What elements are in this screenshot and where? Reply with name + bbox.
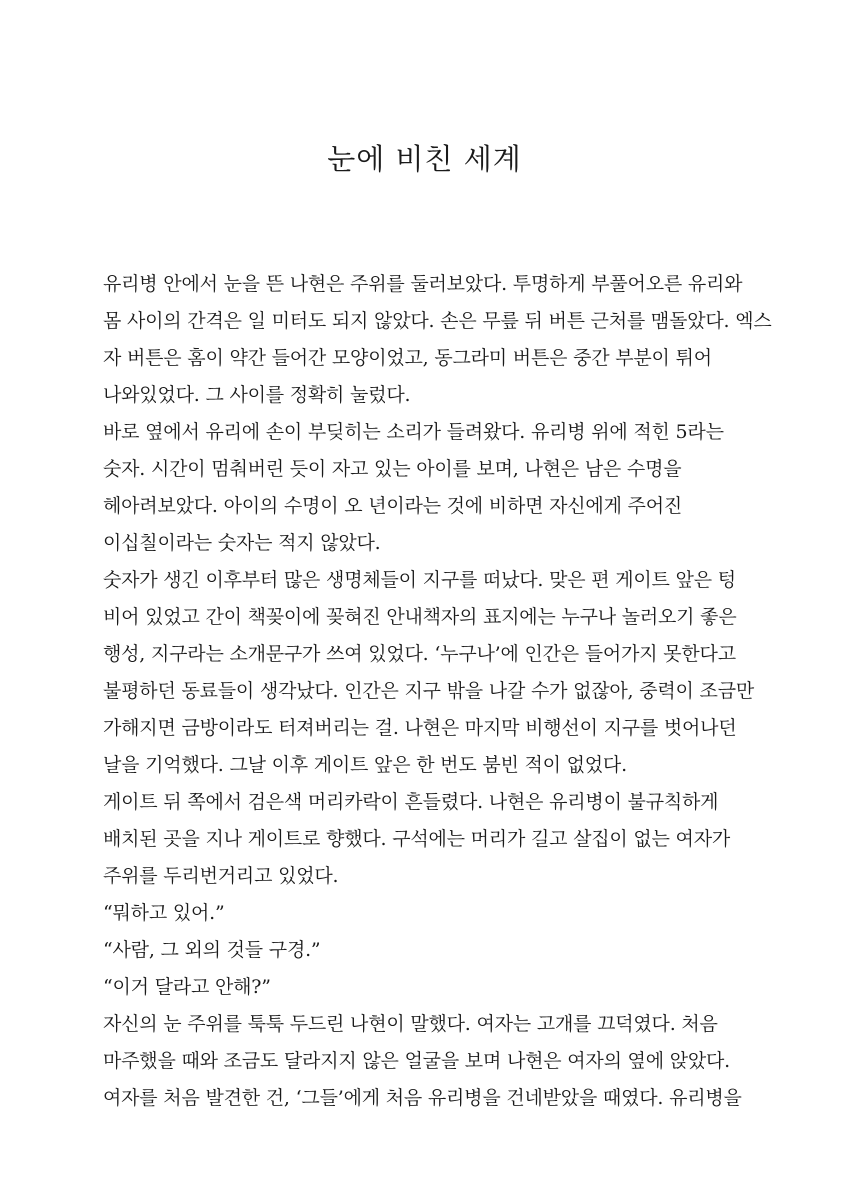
text-line: 자신의 눈 주위를 툭툭 두드린 나현이 말했다. 여자는 고개를 끄덕였다. 처음 <box>103 1013 718 1035</box>
body-text <box>103 266 772 1117</box>
text-line: 유리병 안에서 눈을 뜬 나현은 주위를 둘러보았다. 투명하게 부풀어오른 유리와 <box>103 273 743 295</box>
text-line: “이거 달라고 안해?” <box>103 976 271 998</box>
page-title: 눈에 비친 세계 <box>327 142 522 176</box>
text-line: 여자를 처음 발견한 건, ‘그들’에게 처음 유리병을 건네받았을 때였다. 유리병을 <box>103 1087 742 1109</box>
text-line: 마주했을 때와 조금도 달라지지 않은 얼굴을 보며 나현은 여자의 옆에 앉았다. <box>103 1050 731 1072</box>
text-line: 숫자가 생긴 이후부터 많은 생명체들이 지구를 떠났다. 맞은 편 게이트 앞은 텅 <box>103 569 736 591</box>
text-line: 몸 사이의 간격은 일 미터도 되지 않았다. 손은 무릎 뒤 버튼 근처를 맴돌았다. 엑스 <box>103 310 772 332</box>
text-line: 날을 기억했다. 그날 이후 게이트 앞은 한 번도 붐빈 적이 없었다. <box>103 754 627 776</box>
text-line: 불평하던 동료들이 생각났다. 인간은 지구 밖을 나갈 수가 없잖아, 중력이 조금만 <box>103 680 755 702</box>
text-line: 헤아려보았다. 아이의 수명이 오 년이라는 것에 비하면 자신에게 주어진 <box>103 495 683 517</box>
text-line: 주위를 두리번거리고 있었다. <box>103 865 339 887</box>
text-line: 자 버튼은 홈이 약간 들어간 모양이었고, 동그라미 버튼은 중간 부분이 튀어 <box>103 347 712 369</box>
text-line: 게이트 뒤 쪽에서 검은색 머리카락이 흔들렸다. 나현은 유리병이 불규칙하게 <box>103 791 719 813</box>
text-line: 바로 옆에서 유리에 손이 부딪히는 소리가 들려왔다. 유리병 위에 적힌 5라는 <box>103 421 724 443</box>
text-line: 비어 있었고 간이 책꽂이에 꽂혀진 안내책자의 표지에는 누구나 놀러오기 좋은 <box>103 606 737 628</box>
text-line: 숫자. 시간이 멈춰버린 듯이 자고 있는 아이를 보며, 나현은 남은 수명을 <box>103 458 682 480</box>
text-line: 가해지면 금방이라도 터져버리는 걸. 나현은 마지막 비행선이 지구를 벗어나던 <box>103 717 737 739</box>
text-line: “뭐하고 있어.” <box>103 902 225 924</box>
text-line: 배치된 곳을 지나 게이트로 향했다. 구석에는 머리가 길고 살집이 없는 여자가 <box>103 828 731 850</box>
text-line: 나와있었다. 그 사이를 정확히 눌렀다. <box>103 384 411 406</box>
text-line: “사람, 그 외의 것들 구경.” <box>103 939 321 961</box>
text-line: 행성, 지구라는 소개문구가 쓰여 있었다. ‘누구나’에 인간은 들어가지 못한다고 <box>103 643 736 665</box>
text-line: 이십칠이라는 숫자는 적지 않았다. <box>103 532 381 554</box>
